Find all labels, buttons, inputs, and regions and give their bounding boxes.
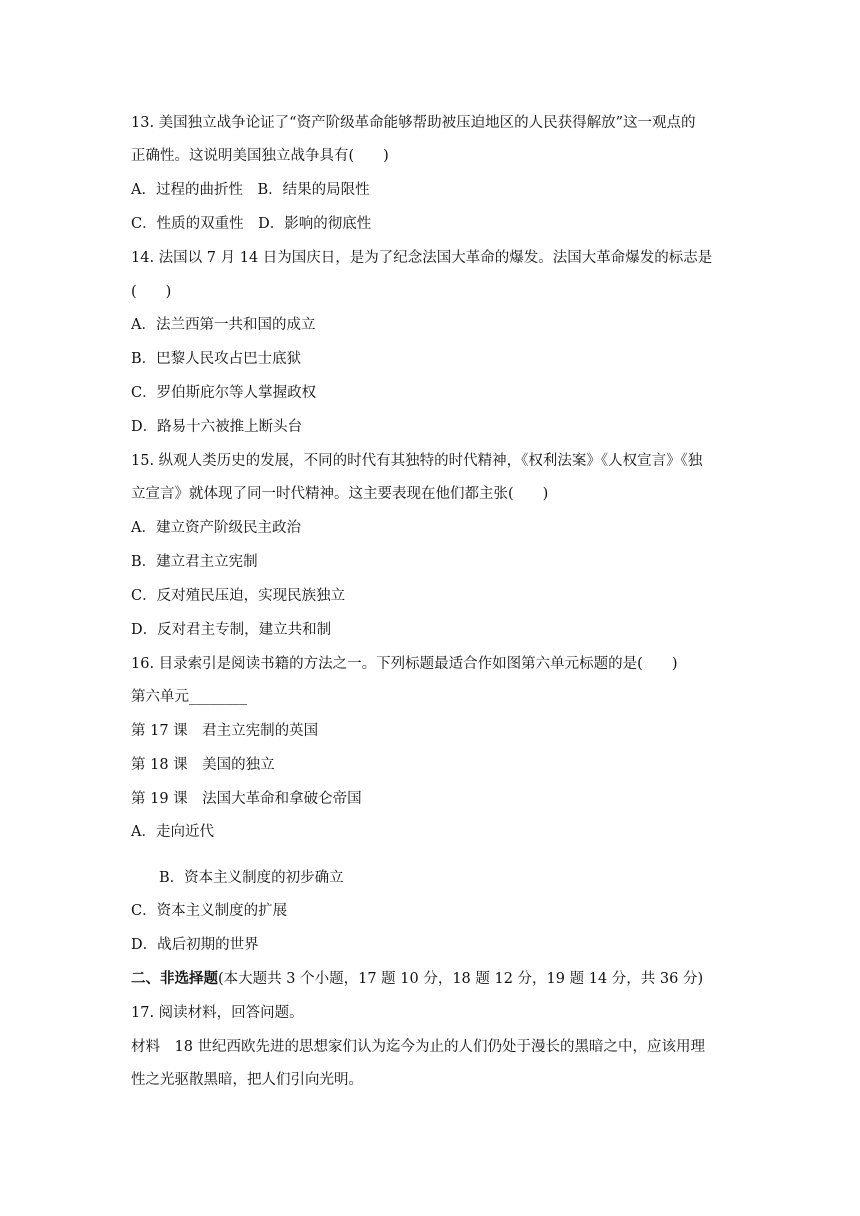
q16-option-b: B．资本主义制度的初步确立 — [159, 870, 344, 886]
q13-stem-line2: 正确性。这说明美国独立战争具有( ) — [131, 148, 389, 164]
q16-option-d: D．战后初期的世界 — [131, 937, 259, 953]
q17-material-line1: 材料 18 世纪西欧先进的思想家们认为迄今为止的人们仍处于漫长的黑暗之中，应该用理 — [131, 1039, 706, 1055]
q17-stem: 17. 阅读材料，回答问题。 — [131, 1005, 304, 1021]
q15-option-a: A．建立资产阶级民主政治 — [131, 520, 301, 536]
q14-option-c: C．罗伯斯庇尔等人掌握政权 — [131, 385, 317, 401]
q16-lesson-18: 第 18 课 美国的独立 — [131, 757, 275, 773]
section2-heading: 二、非选择题 — [131, 970, 218, 987]
q14-option-a: A．法兰西第一共和国的成立 — [131, 317, 316, 333]
q14-stem-line1: 14. 法国以 7 月 14 日为国庆日，是为了纪念法国大革命的爆发。法国大革命爆发的标志是 — [131, 250, 713, 266]
q15-stem-line1: 15. 纵观人类历史的发展，不同的时代有其独特的时代精神，《权利法案》《人权宣言》《独 — [131, 453, 703, 469]
section2-heading-line — [131, 969, 731, 989]
q14-stem-line2: ( ) — [131, 284, 172, 300]
q15-option-d: D．反对君主专制，建立共和制 — [131, 622, 332, 638]
section2-note: (本大题共 3 个小题，17 题 10 分，18 题 12 分，19 题 14 分，共 36 分) — [218, 971, 704, 987]
q16-stem: 16. 目录索引是阅读书籍的方法之一。下列标题最适合作如图第六单元标题的是( ) — [131, 656, 678, 672]
q16-lesson-19: 第 19 课 法国大革命和拿破仑帝国 — [131, 791, 362, 807]
q15-stem-line2: 立宣言》就体现了同一时代精神。这主要表现在他们都主张( ) — [131, 486, 549, 502]
q15-option-c: C．反对殖民压迫，实现民族独立 — [131, 588, 346, 604]
q16-option-c: C．资本主义制度的扩展 — [131, 903, 288, 919]
q13-options-cd: C．性质的双重性 D．影响的彻底性 — [131, 216, 372, 232]
q13-options-ab: A．过程的曲折性 B．结果的局限性 — [131, 182, 370, 198]
q16-lesson-17: 第 17 课 君主立宪制的英国 — [131, 723, 319, 739]
q13-stem-line1: 13. 美国独立战争论证了“资产阶级革命能够帮助被压迫地区的人民获得解放”这一观点的 — [131, 115, 696, 131]
q14-option-b: B．巴黎人民攻占巴士底狱 — [131, 351, 302, 367]
q15-option-b: B．建立君主立宪制 — [131, 554, 258, 570]
q16-unit-title: 第六单元________ — [131, 689, 247, 705]
q17-material-line2: 性之光驱散黑暗，把人们引向光明。 — [131, 1072, 363, 1088]
q16-option-a: A．走向近代 — [131, 824, 214, 840]
q14-option-d: D．路易十六被推上断头台 — [131, 419, 303, 435]
